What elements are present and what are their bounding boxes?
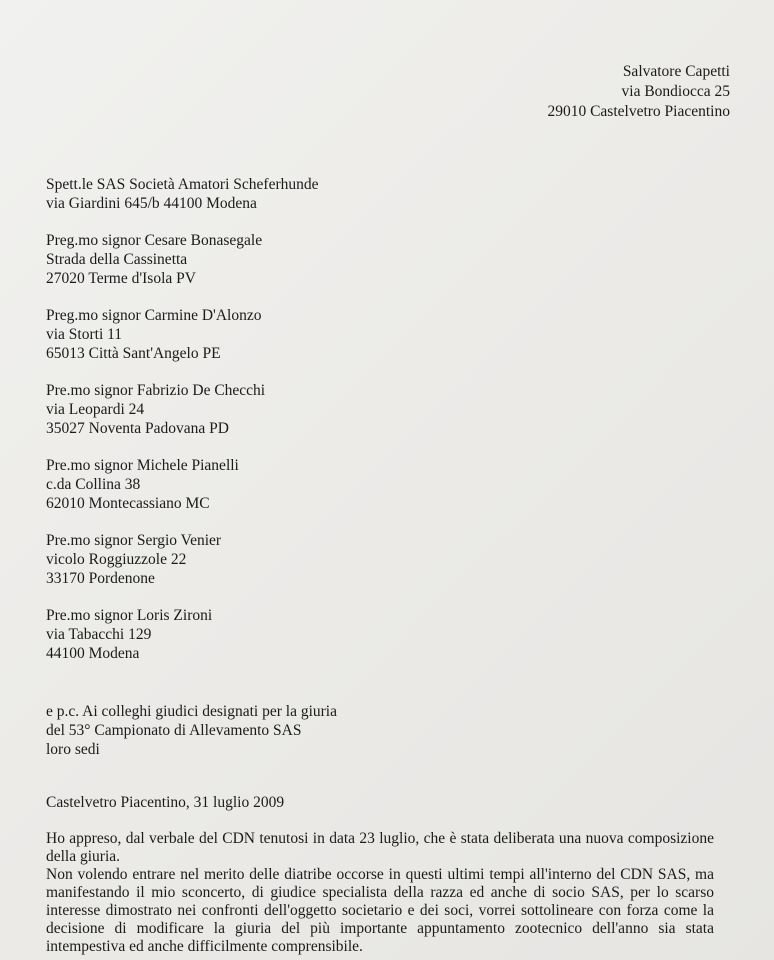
recipient-line: Pre.mo signor Michele Pianelli	[46, 457, 239, 474]
recipient-line: 62010 Montecassiano MC	[46, 495, 210, 512]
recipient-line: via Storti 11	[46, 326, 123, 343]
recipient-line: Preg.mo signor Carmine D'Alonzo	[46, 307, 262, 324]
letter-body	[46, 830, 714, 956]
recipient-address	[46, 606, 319, 663]
recipient-address	[46, 531, 319, 588]
recipient-line: vicolo Roggiuzzole 22	[46, 551, 187, 568]
sender-name: Salvatore Capetti	[622, 63, 730, 80]
sender-street: via Bondiocca 25	[621, 83, 730, 100]
sender-address	[547, 62, 730, 122]
recipient-line: Pre.mo signor Fabrizio De Checchi	[46, 382, 266, 399]
body-paragraph: Ho appreso, dal verbale del CDN tenutosi in data 23 luglio, che è stata deliberata una nuova composizione della giuria.	[46, 830, 714, 865]
recipient-line: 27020 Terme d'Isola PV	[46, 270, 196, 287]
cc-line: loro sedi	[46, 741, 100, 758]
recipient-address	[46, 231, 319, 288]
recipient-address	[46, 381, 319, 438]
recipient-line: Strada della Cassinetta	[46, 251, 188, 268]
sender-city: 29010 Castelvetro Piacentino	[547, 103, 730, 120]
recipient-list	[46, 175, 319, 681]
recipient-line: via Giardini 645/b 44100 Modena	[46, 195, 257, 212]
recipient-line: Pre.mo signor Loris Zironi	[46, 607, 213, 624]
recipient-line: via Leopardi 24	[46, 401, 145, 418]
recipient-line: c.da Collina 38	[46, 476, 141, 493]
recipient-line: 65013 Città Sant'Angelo PE	[46, 345, 221, 362]
recipient-address	[46, 175, 319, 213]
recipient-line: via Tabacchi 129	[46, 626, 152, 643]
recipient-address	[46, 306, 319, 363]
recipient-line: 35027 Noventa Padovana PD	[46, 420, 229, 437]
body-paragraph: Non volendo entrare nel merito delle diatribe occorse in questi ultimi tempi all'interno del CDN SAS, ma manifestando il mio sconcerto, di giudice specialista della razza ed anche di socio SAS, per lo scarso interesse dimostrato nei confronti dell'oggetto societario e dei soci, vorrei sottolineare con forza come la decisione di modificare la giuria del più importante appuntamento zootecnico dell'anno sia stata intempestiva ed anche difficilmente comprensibile.	[46, 866, 714, 955]
cc-block	[46, 702, 337, 759]
date-line: Castelvetro Piacentino, 31 luglio 2009	[46, 794, 285, 811]
cc-line: e p.c. Ai colleghi giudici designati per la giuria	[46, 703, 337, 720]
recipient-line: Preg.mo signor Cesare Bonasegale	[46, 232, 263, 249]
recipient-line: 44100 Modena	[46, 645, 140, 662]
cc-line: del 53° Campionato di Allevamento SAS	[46, 722, 302, 739]
recipient-line: 33170 Pordenone	[46, 570, 155, 587]
recipient-line: Pre.mo signor Sergio Venier	[46, 532, 222, 549]
recipient-address	[46, 456, 319, 513]
recipient-line: Spett.le SAS Società Amatori Scheferhunde	[46, 176, 319, 193]
